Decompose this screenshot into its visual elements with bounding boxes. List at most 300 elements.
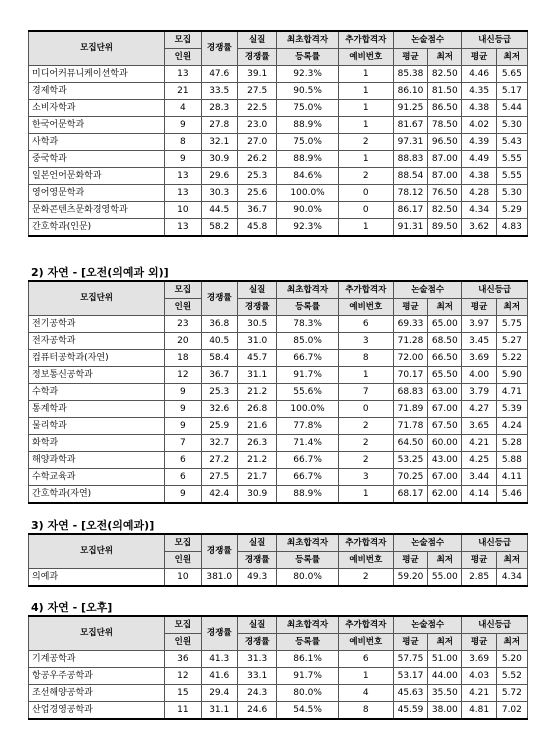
cell-recruit-count: 10 xyxy=(165,569,201,587)
cell-unit: 소비자학과 xyxy=(29,100,165,117)
col-header-recruit-bottom: 인원 xyxy=(165,299,201,316)
col-header-essay-min: 최저 xyxy=(428,49,462,66)
table-row xyxy=(29,202,528,219)
cell-grade-min: 4.24 xyxy=(496,418,527,435)
cell-essay-min: 65.00 xyxy=(428,316,462,333)
cell-competition-rate: 27.8 xyxy=(201,117,237,134)
cell-competition-rate: 44.5 xyxy=(201,202,237,219)
cell-essay-min: 66.50 xyxy=(428,350,462,367)
section-natural-am xyxy=(28,280,528,504)
cell-waitlist-number: 2 xyxy=(338,435,393,452)
cell-grade-min: 5.55 xyxy=(496,151,527,168)
cell-unit: 전자공학과 xyxy=(29,333,165,350)
col-header-essay: 논술점수 xyxy=(393,281,462,299)
cell-real-competition-rate: 33.1 xyxy=(237,668,277,685)
cell-grade-min: 5.27 xyxy=(496,333,527,350)
cell-unit: 화학과 xyxy=(29,435,165,452)
cell-unit: 조선해양공학과 xyxy=(29,685,165,702)
col-header-real-top: 실질 xyxy=(237,534,277,552)
results-table xyxy=(28,533,528,587)
cell-essay-avg: 81.67 xyxy=(393,117,427,134)
cell-first-registration-rate: 91.7% xyxy=(277,668,338,685)
cell-essay-min: 35.50 xyxy=(428,685,462,702)
cell-recruit-count: 20 xyxy=(165,333,201,350)
cell-unit: 사학과 xyxy=(29,134,165,151)
cell-competition-rate: 31.1 xyxy=(201,702,237,720)
cell-essay-avg: 86.17 xyxy=(393,202,427,219)
cell-essay-min: 82.50 xyxy=(428,66,462,83)
cell-competition-rate: 27.2 xyxy=(201,452,237,469)
cell-real-competition-rate: 31.1 xyxy=(237,367,277,384)
cell-grade-min: 5.22 xyxy=(496,350,527,367)
cell-real-competition-rate: 39.1 xyxy=(237,66,277,83)
cell-essay-avg: 85.38 xyxy=(393,66,427,83)
cell-essay-min: 38.00 xyxy=(428,702,462,720)
cell-recruit-count: 7 xyxy=(165,435,201,452)
cell-grade-min: 5.65 xyxy=(496,66,527,83)
cell-waitlist-number: 4 xyxy=(338,685,393,702)
cell-recruit-count: 18 xyxy=(165,350,201,367)
cell-recruit-count: 8 xyxy=(165,134,201,151)
table-row xyxy=(29,651,528,668)
cell-waitlist-number: 3 xyxy=(338,333,393,350)
cell-essay-min: 96.50 xyxy=(428,134,462,151)
cell-recruit-count: 13 xyxy=(165,168,201,185)
cell-real-competition-rate: 22.5 xyxy=(237,100,277,117)
col-header-waitlist-bottom: 예비번호 xyxy=(338,49,393,66)
cell-first-registration-rate: 75.0% xyxy=(277,100,338,117)
table-row xyxy=(29,100,528,117)
cell-essay-min: 87.00 xyxy=(428,151,462,168)
col-header-waitlist-top: 추가합격자 xyxy=(338,616,393,634)
cell-waitlist-number: 1 xyxy=(338,486,393,504)
cell-essay-avg: 45.59 xyxy=(393,702,427,720)
cell-essay-avg: 72.00 xyxy=(393,350,427,367)
cell-real-competition-rate: 27.5 xyxy=(237,83,277,100)
cell-first-registration-rate: 88.9% xyxy=(277,117,338,134)
section-title-natural-am: 2) 자연 - [오전(의예과 외)] xyxy=(31,266,169,279)
cell-waitlist-number: 2 xyxy=(338,452,393,469)
table-row xyxy=(29,134,528,151)
cell-grade-avg: 4.38 xyxy=(462,168,496,185)
cell-essay-avg: 71.28 xyxy=(393,333,427,350)
cell-waitlist-number: 6 xyxy=(338,316,393,333)
col-header-final-bottom: 등록률 xyxy=(277,49,338,66)
cell-grade-avg: 4.21 xyxy=(462,435,496,452)
cell-essay-min: 63.00 xyxy=(428,384,462,401)
cell-grade-min: 5.44 xyxy=(496,100,527,117)
cell-waitlist-number: 2 xyxy=(338,569,393,587)
cell-grade-avg: 4.39 xyxy=(462,134,496,151)
cell-competition-rate: 36.8 xyxy=(201,316,237,333)
cell-grade-avg: 4.49 xyxy=(462,151,496,168)
col-header-grade: 내신등급 xyxy=(462,281,528,299)
cell-waitlist-number: 1 xyxy=(338,100,393,117)
cell-competition-rate: 36.7 xyxy=(201,367,237,384)
table-row xyxy=(29,83,528,100)
cell-real-competition-rate: 45.7 xyxy=(237,350,277,367)
table-row xyxy=(29,384,528,401)
table-row xyxy=(29,401,528,418)
col-header-waitlist-bottom: 예비번호 xyxy=(338,299,393,316)
cell-recruit-count: 23 xyxy=(165,316,201,333)
cell-real-competition-rate: 25.3 xyxy=(237,168,277,185)
cell-real-competition-rate: 31.3 xyxy=(237,651,277,668)
cell-unit: 문화콘텐츠문화경영학과 xyxy=(29,202,165,219)
cell-first-registration-rate: 84.6% xyxy=(277,168,338,185)
col-header-waitlist-top: 추가합격자 xyxy=(338,281,393,299)
table-row xyxy=(29,702,528,720)
col-header-essay-avg: 평균 xyxy=(393,299,427,316)
cell-competition-rate: 25.3 xyxy=(201,384,237,401)
cell-essay-avg: 68.83 xyxy=(393,384,427,401)
col-header-recruit-bottom: 인원 xyxy=(165,49,201,66)
col-header-essay-avg: 평균 xyxy=(393,49,427,66)
cell-real-competition-rate: 26.8 xyxy=(237,401,277,418)
cell-grade-min: 5.90 xyxy=(496,367,527,384)
cell-essay-min: 76.50 xyxy=(428,185,462,202)
col-header-real-top: 실질 xyxy=(237,31,277,49)
cell-essay-avg: 78.12 xyxy=(393,185,427,202)
cell-recruit-count: 21 xyxy=(165,83,201,100)
cell-essay-min: 81.50 xyxy=(428,83,462,100)
cell-essay-min: 89.50 xyxy=(428,219,462,237)
cell-recruit-count: 9 xyxy=(165,486,201,504)
col-header-essay-min: 최저 xyxy=(428,299,462,316)
cell-competition-rate: 32.7 xyxy=(201,435,237,452)
cell-unit: 영어영문학과 xyxy=(29,185,165,202)
col-header-competition: 경쟁률 xyxy=(201,616,237,651)
cell-essay-avg: 70.17 xyxy=(393,367,427,384)
cell-grade-min: 4.71 xyxy=(496,384,527,401)
cell-competition-rate: 27.5 xyxy=(201,469,237,486)
cell-competition-rate: 47.6 xyxy=(201,66,237,83)
cell-first-registration-rate: 80.0% xyxy=(277,569,338,587)
cell-real-competition-rate: 21.2 xyxy=(237,384,277,401)
cell-grade-avg: 4.46 xyxy=(462,66,496,83)
cell-essay-min: 78.50 xyxy=(428,117,462,134)
cell-real-competition-rate: 24.3 xyxy=(237,685,277,702)
cell-essay-avg: 68.17 xyxy=(393,486,427,504)
col-header-real-top: 실질 xyxy=(237,616,277,634)
col-header-real-top: 실질 xyxy=(237,281,277,299)
cell-unit: 미디어커뮤니케이션학과 xyxy=(29,66,165,83)
table-row xyxy=(29,569,528,587)
table-row xyxy=(29,452,528,469)
col-header-waitlist-top: 추가합격자 xyxy=(338,534,393,552)
cell-essay-min: 55.00 xyxy=(428,569,462,587)
col-header-recruit-top: 모집 xyxy=(165,281,201,299)
cell-essay-avg: 91.25 xyxy=(393,100,427,117)
col-header-essay-min: 최저 xyxy=(428,634,462,651)
cell-grade-avg: 3.69 xyxy=(462,350,496,367)
cell-recruit-count: 12 xyxy=(165,367,201,384)
section-title-natural-pm: 4) 자연 - [오후] xyxy=(31,601,113,614)
cell-essay-avg: 53.25 xyxy=(393,452,427,469)
cell-grade-avg: 4.14 xyxy=(462,486,496,504)
cell-first-registration-rate: 90.5% xyxy=(277,83,338,100)
cell-grade-avg: 4.38 xyxy=(462,100,496,117)
cell-essay-min: 43.00 xyxy=(428,452,462,469)
col-header-unit: 모집단위 xyxy=(29,31,165,66)
col-header-grade: 내신등급 xyxy=(462,534,528,552)
col-header-waitlist-bottom: 예비번호 xyxy=(338,634,393,651)
col-header-grade: 내신등급 xyxy=(462,31,528,49)
cell-waitlist-number: 2 xyxy=(338,134,393,151)
cell-grade-avg: 4.81 xyxy=(462,702,496,720)
cell-grade-min: 5.52 xyxy=(496,668,527,685)
cell-real-competition-rate: 25.6 xyxy=(237,185,277,202)
cell-recruit-count: 10 xyxy=(165,202,201,219)
cell-real-competition-rate: 21.2 xyxy=(237,452,277,469)
col-header-recruit-bottom: 인원 xyxy=(165,634,201,651)
cell-unit: 전기공학과 xyxy=(29,316,165,333)
cell-essay-min: 62.00 xyxy=(428,486,462,504)
cell-waitlist-number: 1 xyxy=(338,219,393,237)
cell-unit: 한국어문학과 xyxy=(29,117,165,134)
cell-waitlist-number: 1 xyxy=(338,66,393,83)
cell-waitlist-number: 0 xyxy=(338,401,393,418)
cell-grade-min: 4.34 xyxy=(496,569,527,587)
cell-unit: 간호학과(자연) xyxy=(29,486,165,504)
cell-grade-avg: 3.65 xyxy=(462,418,496,435)
cell-essay-avg: 45.63 xyxy=(393,685,427,702)
cell-recruit-count: 11 xyxy=(165,702,201,720)
cell-waitlist-number: 0 xyxy=(338,185,393,202)
col-header-recruit-top: 모집 xyxy=(165,616,201,634)
cell-competition-rate: 58.4 xyxy=(201,350,237,367)
cell-waitlist-number: 2 xyxy=(338,418,393,435)
cell-essay-avg: 57.75 xyxy=(393,651,427,668)
cell-unit: 물리학과 xyxy=(29,418,165,435)
col-header-competition: 경쟁률 xyxy=(201,31,237,66)
col-header-grade-min: 최저 xyxy=(496,634,527,651)
cell-grade-min: 5.30 xyxy=(496,185,527,202)
cell-first-registration-rate: 86.1% xyxy=(277,651,338,668)
cell-unit: 항공우주공학과 xyxy=(29,668,165,685)
cell-essay-avg: 64.50 xyxy=(393,435,427,452)
cell-grade-avg: 3.79 xyxy=(462,384,496,401)
cell-first-registration-rate: 100.0% xyxy=(277,185,338,202)
cell-unit: 경제학과 xyxy=(29,83,165,100)
cell-recruit-count: 9 xyxy=(165,401,201,418)
cell-first-registration-rate: 92.3% xyxy=(277,219,338,237)
cell-essay-min: 67.00 xyxy=(428,469,462,486)
cell-unit: 해양과학과 xyxy=(29,452,165,469)
section-natural-medical xyxy=(28,533,528,587)
cell-grade-min: 5.72 xyxy=(496,685,527,702)
col-header-essay: 논술점수 xyxy=(393,31,462,49)
cell-competition-rate: 33.5 xyxy=(201,83,237,100)
cell-waitlist-number: 0 xyxy=(338,202,393,219)
cell-real-competition-rate: 31.0 xyxy=(237,333,277,350)
col-header-recruit-bottom: 인원 xyxy=(165,552,201,569)
cell-competition-rate: 28.3 xyxy=(201,100,237,117)
table-row xyxy=(29,367,528,384)
table-row xyxy=(29,350,528,367)
cell-waitlist-number: 8 xyxy=(338,350,393,367)
cell-grade-min: 5.46 xyxy=(496,486,527,504)
results-table xyxy=(28,30,528,237)
cell-grade-avg: 4.34 xyxy=(462,202,496,219)
results-table xyxy=(28,615,528,720)
cell-real-competition-rate: 21.7 xyxy=(237,469,277,486)
cell-competition-rate: 58.2 xyxy=(201,219,237,237)
table-row xyxy=(29,316,528,333)
cell-real-competition-rate: 26.2 xyxy=(237,151,277,168)
cell-first-registration-rate: 75.0% xyxy=(277,134,338,151)
cell-recruit-count: 9 xyxy=(165,117,201,134)
cell-essay-avg: 71.78 xyxy=(393,418,427,435)
cell-real-competition-rate: 30.5 xyxy=(237,316,277,333)
col-header-essay: 논술점수 xyxy=(393,534,462,552)
cell-recruit-count: 4 xyxy=(165,100,201,117)
cell-essay-avg: 88.83 xyxy=(393,151,427,168)
cell-unit: 간호학과(인문) xyxy=(29,219,165,237)
cell-first-registration-rate: 71.4% xyxy=(277,435,338,452)
cell-unit: 기계공학과 xyxy=(29,651,165,668)
cell-essay-min: 60.00 xyxy=(428,435,462,452)
cell-unit: 정보통신공학과 xyxy=(29,367,165,384)
col-header-unit: 모집단위 xyxy=(29,534,165,569)
table-row xyxy=(29,668,528,685)
cell-unit: 일본언어문화학과 xyxy=(29,168,165,185)
cell-essay-min: 82.50 xyxy=(428,202,462,219)
cell-essay-avg: 86.10 xyxy=(393,83,427,100)
cell-essay-avg: 91.31 xyxy=(393,219,427,237)
cell-first-registration-rate: 77.8% xyxy=(277,418,338,435)
cell-essay-avg: 70.25 xyxy=(393,469,427,486)
cell-recruit-count: 36 xyxy=(165,651,201,668)
cell-grade-min: 5.88 xyxy=(496,452,527,469)
col-header-essay-min: 최저 xyxy=(428,552,462,569)
cell-competition-rate: 25.9 xyxy=(201,418,237,435)
cell-essay-min: 67.50 xyxy=(428,418,462,435)
cell-recruit-count: 9 xyxy=(165,151,201,168)
cell-competition-rate: 29.6 xyxy=(201,168,237,185)
cell-essay-min: 67.00 xyxy=(428,401,462,418)
cell-first-registration-rate: 91.7% xyxy=(277,367,338,384)
table-row xyxy=(29,66,528,83)
cell-real-competition-rate: 45.8 xyxy=(237,219,277,237)
cell-recruit-count: 6 xyxy=(165,469,201,486)
cell-first-registration-rate: 100.0% xyxy=(277,401,338,418)
cell-competition-rate: 30.9 xyxy=(201,151,237,168)
cell-real-competition-rate: 23.0 xyxy=(237,117,277,134)
col-header-final-top: 최초합격자 xyxy=(277,31,338,49)
cell-essay-avg: 88.54 xyxy=(393,168,427,185)
cell-first-registration-rate: 80.0% xyxy=(277,685,338,702)
section-title-natural-medical: 3) 자연 - [오전(의예과)] xyxy=(31,519,155,532)
cell-grade-avg: 2.85 xyxy=(462,569,496,587)
cell-grade-avg: 3.97 xyxy=(462,316,496,333)
cell-waitlist-number: 1 xyxy=(338,117,393,134)
cell-waitlist-number: 7 xyxy=(338,384,393,401)
table-row xyxy=(29,151,528,168)
col-header-waitlist-top: 추가합격자 xyxy=(338,31,393,49)
cell-essay-avg: 53.17 xyxy=(393,668,427,685)
cell-grade-avg: 4.00 xyxy=(462,367,496,384)
cell-essay-min: 86.50 xyxy=(428,100,462,117)
cell-recruit-count: 13 xyxy=(165,219,201,237)
cell-real-competition-rate: 27.0 xyxy=(237,134,277,151)
cell-grade-min: 7.02 xyxy=(496,702,527,720)
cell-competition-rate: 41.3 xyxy=(201,651,237,668)
cell-real-competition-rate: 36.7 xyxy=(237,202,277,219)
cell-grade-avg: 4.02 xyxy=(462,117,496,134)
cell-unit: 의예과 xyxy=(29,569,165,587)
cell-recruit-count: 9 xyxy=(165,384,201,401)
cell-grade-min: 4.11 xyxy=(496,469,527,486)
col-header-unit: 모집단위 xyxy=(29,616,165,651)
cell-real-competition-rate: 49.3 xyxy=(237,569,277,587)
cell-grade-avg: 4.21 xyxy=(462,685,496,702)
cell-essay-avg: 59.20 xyxy=(393,569,427,587)
cell-grade-min: 5.43 xyxy=(496,134,527,151)
cell-essay-min: 44.00 xyxy=(428,668,462,685)
cell-recruit-count: 13 xyxy=(165,66,201,83)
cell-essay-min: 65.50 xyxy=(428,367,462,384)
col-header-waitlist-bottom: 예비번호 xyxy=(338,552,393,569)
cell-unit: 산업경영공학과 xyxy=(29,702,165,720)
cell-recruit-count: 13 xyxy=(165,185,201,202)
cell-unit: 수학과 xyxy=(29,384,165,401)
cell-first-registration-rate: 66.7% xyxy=(277,350,338,367)
cell-grade-avg: 3.69 xyxy=(462,651,496,668)
cell-grade-min: 4.83 xyxy=(496,219,527,237)
col-header-recruit-top: 모집 xyxy=(165,534,201,552)
table-row xyxy=(29,486,528,504)
col-header-real-bottom: 경쟁률 xyxy=(237,552,277,569)
cell-unit: 중국학과 xyxy=(29,151,165,168)
cell-grade-avg: 4.28 xyxy=(462,185,496,202)
col-header-essay-avg: 평균 xyxy=(393,634,427,651)
cell-waitlist-number: 6 xyxy=(338,651,393,668)
col-header-final-bottom: 등록률 xyxy=(277,634,338,651)
cell-recruit-count: 12 xyxy=(165,668,201,685)
cell-recruit-count: 9 xyxy=(165,418,201,435)
cell-unit: 통계학과 xyxy=(29,401,165,418)
cell-competition-rate: 30.3 xyxy=(201,185,237,202)
col-header-grade-avg: 평균 xyxy=(462,49,496,66)
cell-competition-rate: 41.6 xyxy=(201,668,237,685)
col-header-essay: 논술점수 xyxy=(393,616,462,634)
cell-first-registration-rate: 88.9% xyxy=(277,486,338,504)
col-header-final-top: 최초합격자 xyxy=(277,616,338,634)
cell-essay-min: 68.50 xyxy=(428,333,462,350)
table-row xyxy=(29,333,528,350)
col-header-real-bottom: 경쟁률 xyxy=(237,49,277,66)
table-row xyxy=(29,435,528,452)
cell-waitlist-number: 2 xyxy=(338,168,393,185)
cell-waitlist-number: 8 xyxy=(338,702,393,720)
cell-grade-avg: 3.45 xyxy=(462,333,496,350)
col-header-real-bottom: 경쟁률 xyxy=(237,299,277,316)
col-header-grade-min: 최저 xyxy=(496,552,527,569)
table-row xyxy=(29,168,528,185)
cell-competition-rate: 32.1 xyxy=(201,134,237,151)
cell-essay-avg: 71.89 xyxy=(393,401,427,418)
table-row xyxy=(29,685,528,702)
col-header-competition: 경쟁률 xyxy=(201,534,237,569)
cell-unit: 컴퓨터공학과(자연) xyxy=(29,350,165,367)
cell-grade-avg: 4.25 xyxy=(462,452,496,469)
cell-competition-rate: 381.0 xyxy=(201,569,237,587)
col-header-grade-avg: 평균 xyxy=(462,552,496,569)
cell-first-registration-rate: 88.9% xyxy=(277,151,338,168)
col-header-final-bottom: 등록률 xyxy=(277,299,338,316)
cell-grade-min: 5.17 xyxy=(496,83,527,100)
